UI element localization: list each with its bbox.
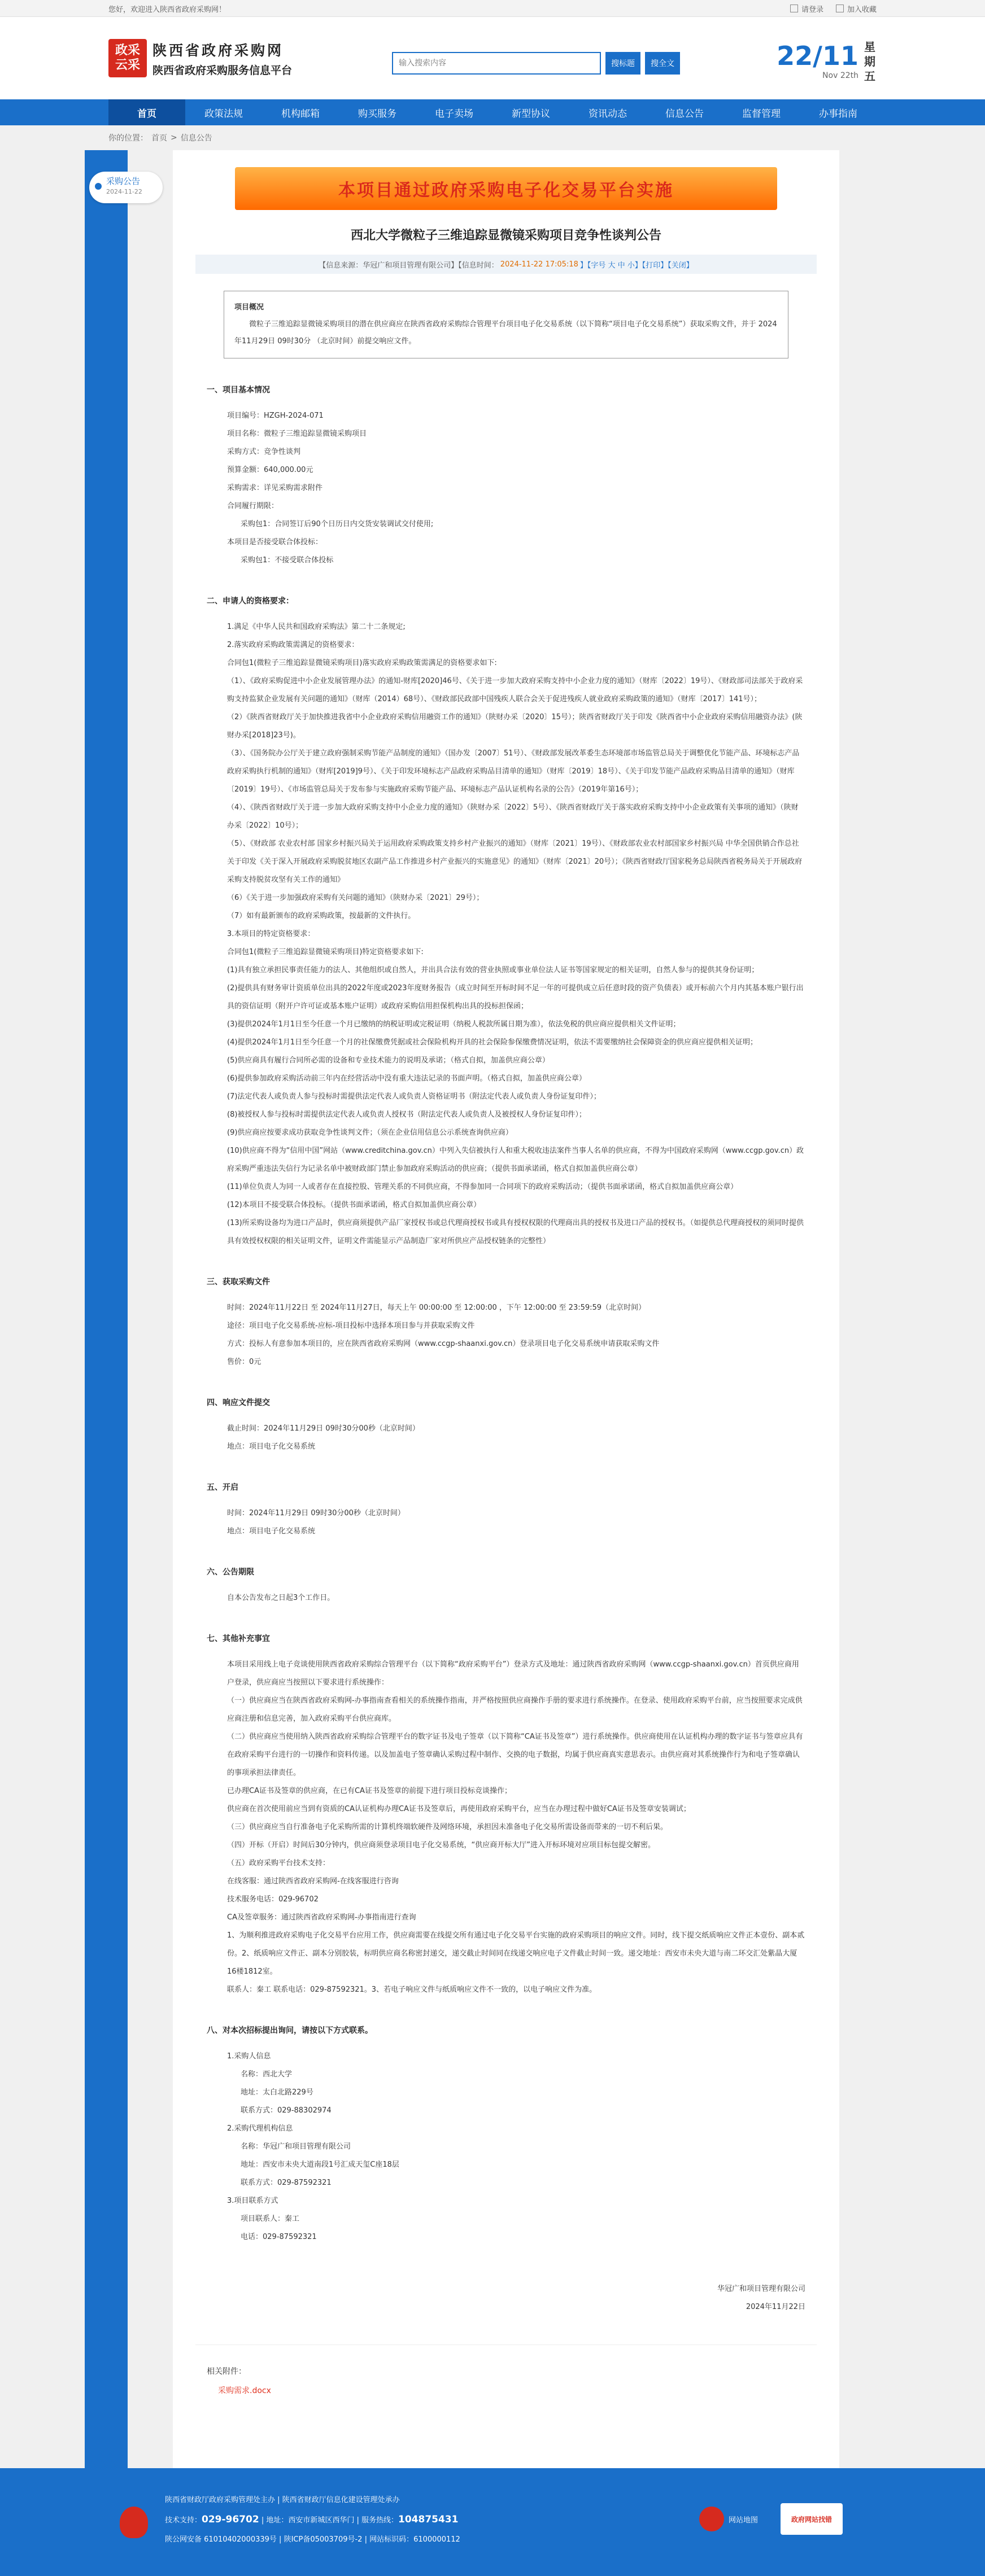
section-line: （7）如有最新颁布的政府采购政策，按最新的文件执行。 bbox=[227, 912, 416, 920]
section bbox=[195, 1394, 817, 1456]
section bbox=[195, 1563, 817, 1607]
section-line: 名称：华冠广和项目管理有限公司 bbox=[241, 2142, 351, 2151]
section-line: （二）供应商应当使用纳入陕西省政府采购综合管理平台的数字证书及电子签章（以下简称“CA证书及签章”）进行系统操作。供应商使用在认证机构办理的数字证书与签章应具有在政府采购平台进行的一切操作和资料传递。以及加盖电子签章确认采购过程中制作、交换的电子数据，均属于供应商真实意思表示。由供应商对其系统操作行为和电子签章确认的事项承担法律责任。 bbox=[227, 1733, 803, 1777]
section-line: (2)提供具有财务审计资质单位出具的2022年度或2023年度财务报告（成立时间至开标时间不足一年的可提供成立后任意时段的资产负债表）或开标前六个月内其基本账户银行出具的资信证明（附开户许可证或基本账户证明）或政府采购信用担保机构出具的投标担保函； bbox=[227, 984, 804, 1011]
logo-text: 政采云采 bbox=[115, 43, 140, 72]
section-line: 地点：项目电子化交易系统 bbox=[227, 1442, 316, 1451]
section-line: 联系方式：029-88302974 bbox=[241, 2106, 332, 2115]
section-heading: 四、响应文件提交 bbox=[207, 1398, 270, 1407]
section-line: 采购包1：合同签订后90个日历日内交货安装调试交付使用; bbox=[241, 520, 434, 528]
nav-item-guide[interactable]: 办事指南 bbox=[819, 108, 857, 120]
section-heading: 七、其他补充事宜 bbox=[207, 1634, 270, 1643]
section bbox=[195, 592, 817, 1250]
section-line: 地址：太白北路229号 bbox=[241, 2088, 313, 2097]
breadcrumb bbox=[108, 125, 877, 150]
section-line: （五）政府采购平台技术支持： bbox=[227, 1859, 330, 1868]
topbar bbox=[0, 0, 985, 17]
attachments bbox=[195, 2345, 817, 2400]
platform-banner: 本项目通过政府采购电子化交易平台实施 bbox=[235, 167, 777, 210]
main-nav bbox=[0, 99, 985, 125]
section-line: 预算金额：640,000.00元 bbox=[227, 466, 313, 474]
section-line: (4)提供2024年1月1日至今任意一个月的社保缴费凭据或社会保险机构开具的社会保险参保缴费情况证明，依法不需要缴纳社会保障资金的供应商应提供相关证明； bbox=[227, 1038, 758, 1047]
section-line: 时间：2024年11月29日 09时30分00秒（北京时间） bbox=[227, 1509, 405, 1517]
tel-number: 029-96702 bbox=[202, 2514, 259, 2525]
section-line: 截止时间：2024年11月29日 09时30分00秒（北京时间） bbox=[227, 1424, 420, 1433]
date-month: Nov 22th bbox=[822, 71, 858, 80]
star-icon bbox=[836, 5, 844, 12]
welcome-text: 您好，欢迎进入陕西省政府采购网！ bbox=[108, 5, 226, 14]
site-name bbox=[152, 40, 292, 77]
notice-meta bbox=[195, 255, 817, 274]
section-heading: 五、开启 bbox=[207, 1483, 238, 1492]
nav-item-supervision[interactable]: 监督管理 bbox=[742, 108, 781, 120]
section-line: 项目联系人：秦工 bbox=[241, 2215, 300, 2223]
left-sidebar bbox=[85, 150, 142, 2470]
section-line: (8)被授权人参与投标时需提供法定代表人或负责人授权书（附法定代表人或负责人及被授权人身份证复印件）； bbox=[227, 1110, 586, 1119]
section-line: 技术服务电话：029-96702 bbox=[227, 1895, 319, 1904]
section-line: 方式：投标人有意参加本项目的，应在陕西省政府采购网（www.ccgp-shaanxi.gov.cn）登录项目电子化交易系统申请获取采购文件 bbox=[227, 1340, 660, 1348]
search-fulltext-button[interactable]: 搜全文 bbox=[645, 52, 680, 75]
section-line: 2.采购代理机构信息 bbox=[227, 2124, 293, 2133]
section-line: 自本公告发布之日起3个工作日。 bbox=[227, 1594, 335, 1602]
footer bbox=[0, 2468, 985, 2576]
tel-label: 技术支持： bbox=[165, 2516, 202, 2525]
section-line: 合同履行期限： bbox=[227, 502, 279, 510]
nav-item-agreement[interactable]: 新型协议 bbox=[512, 108, 550, 120]
section-line: （3）、《国务院办公厅关于建立政府强制采购节能产品制度的通知》（国办发〔2007〕51号）、《财政部发展改革委生态环境部市场监管总局关于调整优化节能产品、环境标志产品政府采购执行机制的通知》（财库[2019]9号）、《关于印发环境标志产品政府采购品目清单的通知》（财库〔2019〕18号）、《关于印发节能产品政府采购品目清单的通知》（财库〔2019〕19号）、《市场监管总局关于发布参与实施政府采购节能产品、环境标志产品认证机构名录的公告》（2019年第16号）； bbox=[227, 749, 800, 794]
notice-sections bbox=[195, 381, 817, 2246]
section-line: 供应商在首次使用前应当到有资质的CA认证机构办理CA证书及签章后，再使用政府采购平台，应当在办理过程中做好CA证书及签章安装调试； bbox=[227, 1805, 691, 1813]
footer-contact bbox=[165, 2510, 460, 2530]
sign-org: 华冠广和项目管理有限公司 bbox=[717, 2285, 805, 2293]
overview-heading: 项目概况 bbox=[234, 303, 264, 312]
section-line: 在线客服：通过陕西省政府采购网-在线客服进行咨询 bbox=[227, 1877, 399, 1886]
login-link[interactable] bbox=[790, 3, 823, 14]
footer-info bbox=[165, 2491, 460, 2549]
user-icon bbox=[790, 5, 798, 12]
section-line: 项目编号：HZGH-2024-071 bbox=[227, 412, 324, 420]
tel-rest: | 地址：西安市新城区西华门 | 服务热线： bbox=[259, 2516, 398, 2525]
section-line: (3)提供2024年1月1日至今任意一个月已缴纳的纳税证明或完税证明（纳税人税款所属日期为准），依法免税的供应商应提供相关文件证明； bbox=[227, 1020, 681, 1029]
nav-item-emall[interactable]: 电子卖场 bbox=[435, 108, 473, 120]
section-line: （2）《陕西省财政厅关于加快推进我省中小企业政府采购信用融资工作的通知》（陕财办采〔2020〕15号）；陕西省财政厅关于印发《陕西省中小企业政府采购信用融资办法》(陕财办采[2018]23号)。 bbox=[227, 713, 803, 740]
section-line: （6）《关于进一步加强政府采购有关问题的通知》（陕财办采〔2021〕29号）； bbox=[227, 894, 484, 902]
section-line: 采购需求：详见采购需求附件 bbox=[227, 484, 323, 492]
login-label: 请登录 bbox=[801, 5, 823, 14]
footer-registration: 陕公网安备 61010402000339号 | 陕ICP备05003709号-2 | 网站标识码：6100000112 bbox=[165, 2535, 460, 2544]
error-report-badge[interactable]: 政府网站找错 bbox=[781, 2503, 843, 2535]
section-line: 合同包1(微粒子三维追踪显微镜采购项目)特定资格要求如下: bbox=[227, 948, 424, 956]
section-heading: 六、公告期限 bbox=[207, 1568, 254, 1577]
notice-title: 西北大学微粒子三维追踪显微镜采购项目竞争性谈判公告 bbox=[350, 229, 661, 243]
section bbox=[195, 381, 817, 570]
section-line: 联系人：秦工 联系电话：029-87592321。3、若电子响应文件与纸质响应文件不一致的，以电子响应文件为准。 bbox=[227, 1985, 597, 1994]
police-emblem-icon bbox=[120, 2507, 148, 2538]
bullet-icon bbox=[95, 183, 102, 190]
weekday: 星期五 bbox=[864, 40, 875, 83]
meta-date: 2024-11-22 17:05:18 bbox=[500, 260, 578, 269]
section-line: （1）、《政府采购促进中小企业发展管理办法》的通知-财库[2020]46号、《关于进一步加大政府采购支持中小企业力度的通知》（财库〔2022〕19号）、《财政部司法部关于政府采购支持监狱企业发展有关问题的通知》（财库（2014）68号）、《财政部民政部中国残疾人联合会关于促进残疾人就业政府采购政策的通知》（财库〔2017〕141号）； bbox=[227, 677, 803, 703]
section-line: (9)供应商应按要求成功获取竞争性谈判文件；（须在企业信用信息公示系统查询供应商） bbox=[227, 1129, 513, 1137]
section-line: 地点：项目电子化交易系统 bbox=[227, 1527, 316, 1536]
section-line: 已办理CA证书及签章的供应商，在已有CA证书及签章的前提下进行项目投标竞谈操作； bbox=[227, 1787, 512, 1795]
section-line: 本项目是否接受联合体投标： bbox=[227, 538, 323, 546]
section-line: 联系方式：029-87592321 bbox=[241, 2179, 332, 2187]
section-line: 3.本项目的特定资格要求： bbox=[227, 930, 315, 938]
section-line: (5)供应商具有履行合同所必需的设备和专业技术能力的说明及承诺；（格式自拟，加盖供应商公章） bbox=[227, 1056, 550, 1065]
meta-tools[interactable]: 】【字号 大 中 小】【打印】【关闭】 bbox=[579, 261, 694, 270]
overview-body: 微粒子三维追踪显微镜采购项目的潜在供应商应在陕西省政府采购综合管理平台项目电子化交易系统（以下简称“项目电子化交易系统”）获取采购文件，并于 2024年11月29日 09时30分 （北京时间）前提交响应文件。 bbox=[234, 320, 777, 345]
section-heading: 一、项目基本情况 bbox=[207, 386, 270, 395]
sign-date: 2024年11月22日 bbox=[746, 2303, 805, 2311]
content-wrap bbox=[85, 150, 900, 2470]
nav-item-notices[interactable]: 信息公告 bbox=[665, 108, 704, 120]
section-line: 1.满足《中华人民共和国政府采购法》第二十二条规定; bbox=[227, 623, 406, 631]
breadcrumb-separator: > bbox=[171, 133, 177, 142]
category-card[interactable] bbox=[89, 172, 163, 203]
section-line: 采购方式：竞争性谈判 bbox=[227, 448, 301, 456]
nav-item-services[interactable]: 购买服务 bbox=[358, 108, 396, 120]
meta-source: 【信息来源：华冠广和项目管理有限公司】【信息时间： bbox=[319, 261, 499, 270]
project-overview bbox=[224, 291, 788, 358]
section-line: 合同包1(微粒子三维追踪显微镜采购项目)落实政府采购政策需满足的资格要求如下: bbox=[227, 659, 497, 667]
section-line: 1、为顺利推进政府采购电子化交易平台应用工作，供应商需要在线提交所有通过电子化交易平台实施的政府采购项目的响应文件。同时，线下提交纸质响应文件正本壹份、副本贰份。2、纸质响应文件正、副本分别胶装，标明供应商名称密封递交，递交截止时间同在线递交响应电子文件截止时间一致。递交地址：西安市未央大道与南二环交汇处紫晶大厦16楼1812室。 bbox=[227, 1931, 805, 1976]
footer-sponsor: 陕西省财政厅政府采购管理处主办 | 陕西省财政厅信息化建设管理处承办 bbox=[165, 2496, 400, 2504]
nav-item-home[interactable]: 首页 bbox=[108, 99, 185, 125]
section-line: 采购包1：不接受联合体投标 bbox=[241, 556, 334, 565]
site-name-line1: 陕西省政府采购网 bbox=[152, 42, 284, 59]
section-line: 项目名称：微粒子三维追踪显微镜采购项目 bbox=[227, 430, 367, 438]
nav-item-policy[interactable]: 政策法规 bbox=[204, 108, 243, 120]
header bbox=[0, 17, 985, 99]
section bbox=[195, 1479, 817, 1541]
nav-item-news[interactable]: 资讯动态 bbox=[589, 108, 627, 120]
site-name-line2: 陕西省政府采购服务信息平台 bbox=[152, 64, 293, 77]
category-date: 2024-11-22 bbox=[106, 188, 142, 195]
section-line: 1.采购人信息 bbox=[227, 2052, 271, 2061]
section-line: (10)供应商不得为“信用中国”网站（www.creditchina.gov.cn）中列入失信被执行人和重大税收违法案件当事人名单的供应商，不得为中国政府采购网（www.ccgp.gov.cn）政府采购严重违法失信行为记录名单中被财政部门禁止参加政府采购活动的供应商；（提供书面承诺函，格式自拟加盖供应商公章） bbox=[227, 1147, 804, 1173]
favorite-label: 加入收藏 bbox=[847, 5, 877, 14]
breadcrumb-label: 你的位置： bbox=[108, 134, 148, 143]
search-title-button[interactable]: 搜标题 bbox=[605, 52, 640, 75]
section-line: 时间：2024年11月22日 至 2024年11月27日，每天上午 00:00:00 至 12:00:00 ，下午 12:00:00 至 23:59:59（北京时间） bbox=[227, 1304, 646, 1312]
section bbox=[195, 1630, 817, 1999]
section-line: （四）开标（开启）时间后30分钟内，供应商须登录项目电子化交易系统，“供应商开标大厅”进入开标环境对应项目标包提交解密。 bbox=[227, 1841, 656, 1849]
search-bar bbox=[392, 52, 680, 75]
favorite-link[interactable] bbox=[836, 3, 877, 14]
section-line: (13)所采购设备均为进口产品时，供应商须提供产品厂家授权书或总代理商授权书或具有授权权限的代理商出具的授权书及进口产品的授权书。（如提供总代理商授权的须同时提供具有效授权权限的相关证明文件，证明文件需能显示产品制造厂家对所供应产品授权链条的完整性） bbox=[227, 1219, 804, 1245]
section-line: 电话：029-87592321 bbox=[241, 2233, 317, 2241]
site-logo[interactable] bbox=[108, 39, 147, 77]
section-heading: 二、申请人的资格要求： bbox=[207, 597, 294, 606]
section-line: （一）供应商应当在陕西省政府采购网-办事指南查看相关的系统操作指南，并严格按照供应商操作手册的要求进行系统操作。在登录、使用政府采购平台前，应当按照要求完成供应商注册和信息完善，加入政府采购平台供应商库。 bbox=[227, 1696, 803, 1723]
signature bbox=[195, 2280, 817, 2316]
section-line: (6)提供参加政府采购活动前三年内在经营活动中没有重大违法记录的书面声明。（格式自拟，加盖供应商公章） bbox=[227, 1074, 586, 1083]
search-input[interactable] bbox=[392, 52, 601, 75]
section-line: (7)法定代表人或负责人参与投标时需提供法定代表人或负责人资格证明书（附法定代表人或负责人身份证复印件）； bbox=[227, 1092, 601, 1101]
section-line: 3.项目联系方式 bbox=[227, 2197, 278, 2205]
section-line: 途径：项目电子化交易系统-应标-项目投标中选择本项目参与并获取采购文件 bbox=[227, 1322, 475, 1330]
section-line: 名称：西北大学 bbox=[241, 2070, 293, 2079]
section bbox=[195, 2022, 817, 2246]
attachments-label: 相关附件： bbox=[207, 2367, 246, 2376]
section-line: 2.落实政府采购政策需满足的资格要求： bbox=[227, 641, 359, 649]
section bbox=[195, 1273, 817, 1371]
section-line: （5）、《财政部 农业农村部 国家乡村振兴局关于运用政府采购政策支持乡村产业振兴的通知》（财库〔2021〕19号）、《财政部农业农村部国家乡村振兴局 中华全国供销合作总社关于印发《关于深入开展政府采购脱贫地区农副产品工作推进乡村产业振兴的实施意见》的通知》（财库〔2021〕20号）；《陕西省财政厅国家税务总局陕西省税务局关于开展政府采购支持脱贫攻坚有关工作的通知》 bbox=[227, 839, 803, 884]
sitemap-icon bbox=[699, 2507, 724, 2531]
section-line: 地址：西安市未央大道南段1号汇成天玺C座18层 bbox=[241, 2160, 399, 2169]
date-widget bbox=[777, 40, 877, 84]
section-line: （三）供应商应当自行准备电子化采购所需的计算机终端软硬件及网络环境，承担因未准备电子化交易所需设备而带来的一切不利后果。 bbox=[227, 1823, 668, 1831]
breadcrumb-current[interactable]: 信息公告 bbox=[180, 134, 212, 143]
notice-article bbox=[173, 150, 839, 2470]
section-heading: 三、获取采购文件 bbox=[207, 1278, 270, 1287]
category-title: 采购公告 bbox=[106, 176, 141, 186]
sitemap-label: 网站地图 bbox=[728, 2516, 758, 2525]
breadcrumb-home[interactable]: 首页 bbox=[151, 134, 167, 143]
section-line: 售价：0元 bbox=[227, 1358, 261, 1366]
section-line: （4）、《陕西省财政厅关于进一步加大政府采购支持中小企业力度的通知》（陕财办采〔2022〕5号）、《陕西省财政厅关于落实政府采购支持中小企业政策有关事项的通知》（陕财办采〔2022〕10号）； bbox=[227, 803, 799, 830]
hotline-number: 104875431 bbox=[398, 2514, 459, 2525]
nav-item-agency[interactable]: 机构邮箱 bbox=[281, 108, 320, 120]
footer-badges bbox=[699, 2503, 843, 2535]
section-heading: 八、对本次招标提出询问，请按以下方式联系。 bbox=[207, 2026, 373, 2035]
date-day: 22/11 bbox=[777, 41, 858, 71]
section-line: (11)单位负责人为同一人或者存在直接控股、管理关系的不同供应商，不得参加同一合同项下的政府采购活动；（提供书面承诺函，格式自拟加盖供应商公章） bbox=[227, 1183, 738, 1191]
section-line: 本项目采用线上电子竞谈使用陕西省政府采购综合管理平台（以下简称“政府采购平台”）登录方式及地址：通过陕西省政府采购网（www.ccgp-shaanxi.gov.cn）首页供应商用户登录，供应商应当按照以下要求进行系统操作： bbox=[227, 1660, 799, 1687]
section-line: CA及签章服务：通过陕西省政府采购网-办事指南进行查询 bbox=[227, 1913, 416, 1922]
section-line: (12)本项目不接受联合体投标。（提供书面承诺函，格式自拟加盖供应商公章） bbox=[227, 1201, 481, 1209]
sitemap-badge[interactable] bbox=[699, 2507, 758, 2531]
section-line: (1)具有独立承担民事责任能力的法人、其他组织或自然人，并出具合法有效的营业执照或事业单位法人证书等国家规定的相关证明，自然人参与的提供其身份证明； bbox=[227, 966, 759, 974]
attachment-link[interactable]: 采购需求.docx bbox=[218, 2386, 271, 2395]
